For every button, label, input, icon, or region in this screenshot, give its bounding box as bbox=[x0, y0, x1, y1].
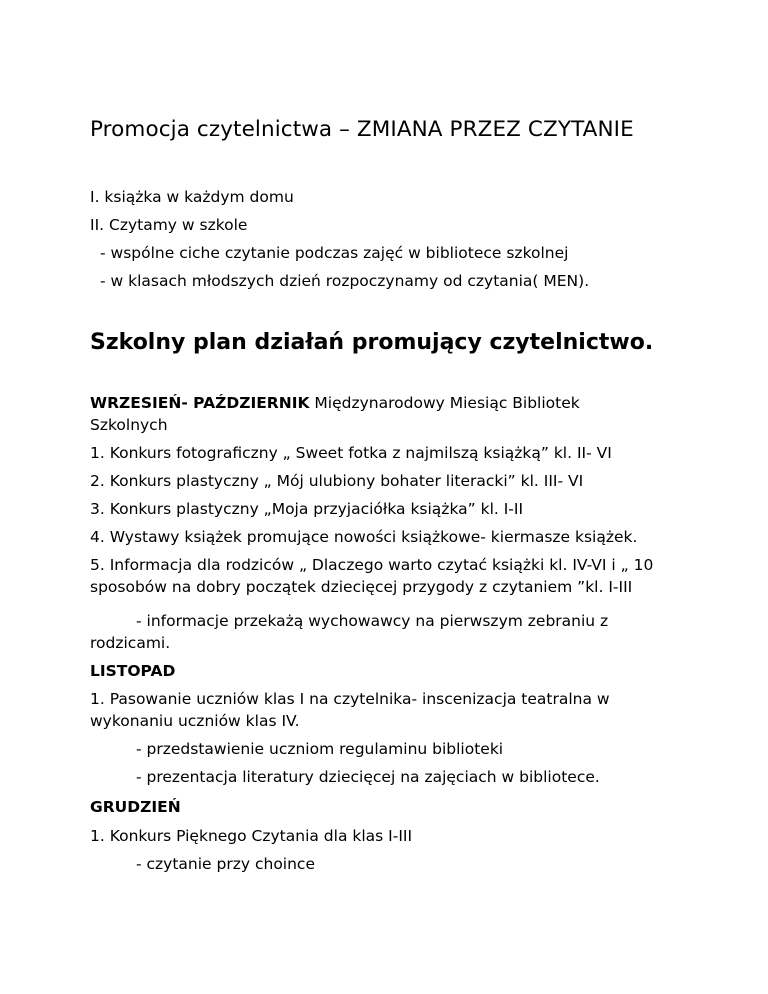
december-item-2: - czytanie przy choince bbox=[136, 855, 315, 873]
sep-oct-intro bbox=[90, 392, 650, 436]
sep-oct-text: Międzynarodowy Miesiąc Bibliotek Szkolnych bbox=[90, 394, 580, 434]
sep-oct-item-6: - informacje przekażą wychowawcy na pierwszym zebraniu z rodzicami. bbox=[90, 612, 609, 652]
november-item-1: 1. Pasowanie uczniów klas I na czytelnika- inscenizacja teatralna w wykonaniu uczniów klas IV. bbox=[90, 690, 610, 730]
sep-oct-item-1: 1. Konkurs fotograficzny „ Sweet fotka z najmilszą książką” kl. II- VI bbox=[90, 444, 612, 462]
sep-oct-item-3: 3. Konkurs plastyczny „Moja przyjaciółka książka” kl. I-II bbox=[90, 500, 524, 518]
sep-oct-item-4: 4. Wystawy książek promujące nowości książkowe- kiermasze książek. bbox=[90, 528, 638, 546]
november-label: LISTOPAD bbox=[90, 662, 176, 680]
sep-oct-item-5: 5. Informacja dla rodziców „ Dlaczego warto czytać książki kl. IV-VI i „ 10 sposobów na dobry początek dziecięcej przygody z czytaniem ”kl. I-III bbox=[90, 556, 654, 596]
intro-line-1: I. książka w każdym domu bbox=[90, 188, 294, 206]
december-item-1: 1. Konkurs Pięknego Czytania dla klas I-III bbox=[90, 827, 413, 845]
intro-line-2: II. Czytamy w szkole bbox=[90, 216, 248, 234]
november-item-2: - przedstawienie uczniom regulaminu biblioteki bbox=[136, 740, 504, 758]
sep-oct-item-2: 2. Konkurs plastyczny „ Mój ulubiony bohater literacki” kl. III- VI bbox=[90, 472, 584, 490]
plan-heading: Szkolny plan działań promujący czytelnictwo. bbox=[90, 330, 654, 355]
december-label: GRUDZIEŃ bbox=[90, 798, 181, 816]
intro-line-3: - wspólne ciche czytanie podczas zajęć w bibliotece szkolnej bbox=[100, 244, 569, 262]
november-item-3: - prezentacja literatury dziecięcej na zajęciach w bibliotece. bbox=[136, 768, 600, 786]
document-title: Promocja czytelnictwa – ZMIANA PRZEZ CZYTANIE bbox=[90, 117, 634, 142]
intro-line-4: - w klasach młodszych dzień rozpoczynamy od czytania( MEN). bbox=[100, 272, 590, 290]
sep-oct-label: WRZESIEŃ- PAŹDZIERNIK bbox=[90, 394, 310, 412]
